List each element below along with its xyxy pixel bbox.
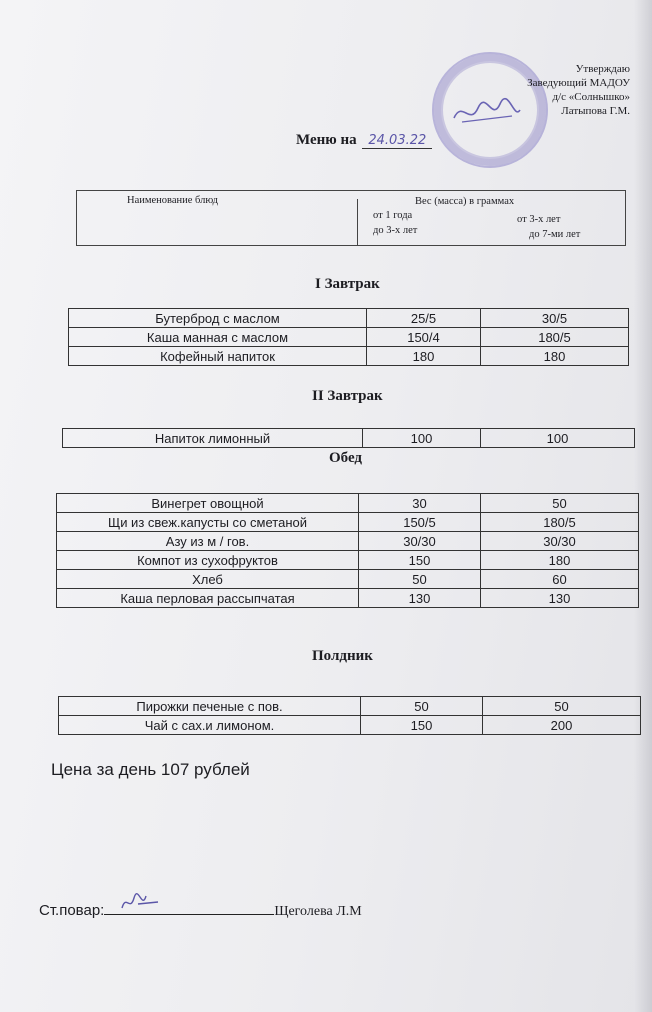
- dish-cell: Чай с сах.и лимоном.: [59, 716, 361, 735]
- weight1-cell: 150/4: [367, 328, 481, 347]
- table-row: [69, 309, 629, 328]
- table-breakfast2: [62, 428, 635, 448]
- daily-price: Цена за день 107 рублей: [51, 760, 250, 779]
- section-title-breakfast2: II Завтрак: [312, 388, 383, 404]
- table-row: [69, 347, 629, 366]
- table-lunch: [56, 493, 639, 608]
- table-snack: [58, 696, 641, 735]
- dish-cell: Азу из м / гов.: [57, 532, 359, 551]
- menu-title-label: Меню на: [296, 132, 357, 148]
- dish-cell: Каша перловая рассыпчатая: [57, 589, 359, 608]
- weight1-cell: 130: [359, 589, 481, 608]
- header-divider: [357, 199, 358, 246]
- dish-cell: Пирожки печеные с пов.: [59, 697, 361, 716]
- approval-line-3: д/с «Солнышко»: [552, 91, 630, 103]
- section-title-snack: Полдник: [312, 648, 373, 664]
- cook-name: Щеголева Л.М: [274, 904, 362, 919]
- header-group1-line2: до 3-х лет: [373, 225, 418, 236]
- dish-cell: Бутерброд с маслом: [69, 309, 367, 328]
- table-row: [57, 532, 639, 551]
- weight2-cell: 180: [481, 551, 639, 570]
- weight1-cell: 150/5: [359, 513, 481, 532]
- weight1-cell: 50: [361, 697, 483, 716]
- weight1-cell: 25/5: [367, 309, 481, 328]
- weight1-cell: 30: [359, 494, 481, 513]
- weight2-cell: 180/5: [481, 328, 629, 347]
- cook-label: Ст.повар:: [39, 902, 105, 919]
- section-title-breakfast1: I Завтрак: [315, 276, 380, 292]
- table-row: [57, 551, 639, 570]
- weight2-cell: 180: [481, 347, 629, 366]
- table-row: [59, 716, 641, 735]
- approval-line-2: Заведующий МАДОУ: [527, 77, 630, 89]
- header-table: [76, 190, 626, 246]
- approval-line-4: Латыпова Г.М.: [561, 105, 630, 117]
- weight2-cell: 100: [481, 429, 635, 448]
- header-group2-line2: до 7-ми лет: [529, 229, 581, 240]
- weight2-cell: 130: [481, 589, 639, 608]
- signature-line: [104, 900, 274, 915]
- dish-cell: Щи из свеж.капусты со сметаной: [57, 513, 359, 532]
- weight2-cell: 50: [481, 494, 639, 513]
- table-row: [57, 570, 639, 589]
- table-row: [63, 429, 635, 448]
- weight2-cell: 200: [483, 716, 641, 735]
- menu-title: [296, 132, 432, 149]
- weight2-cell: 60: [481, 570, 639, 589]
- table-row: [69, 328, 629, 347]
- weight1-cell: 180: [367, 347, 481, 366]
- weight1-cell: 50: [359, 570, 481, 589]
- table-row: [57, 589, 639, 608]
- approval-line-1: Утверждаю: [575, 63, 630, 75]
- approval-block: [470, 62, 630, 118]
- header-group2-line1: от 3-х лет: [517, 214, 561, 225]
- dish-cell: Каша манная с маслом: [69, 328, 367, 347]
- dish-cell: Винегрет овощной: [57, 494, 359, 513]
- weight2-cell: 180/5: [481, 513, 639, 532]
- weight2-cell: 50: [483, 697, 641, 716]
- table-row: [57, 513, 639, 532]
- header-group1-line1: от 1 года: [373, 210, 413, 221]
- table-row: [57, 494, 639, 513]
- cook-signature: [118, 892, 162, 914]
- weight1-cell: 150: [361, 716, 483, 735]
- weight1-cell: 100: [363, 429, 481, 448]
- header-dish-name: Наименование блюд: [127, 195, 219, 206]
- dish-cell: Хлеб: [57, 570, 359, 589]
- weight1-cell: 150: [359, 551, 481, 570]
- weight2-cell: 30/30: [481, 532, 639, 551]
- table-row: [59, 697, 641, 716]
- table-breakfast1: [68, 308, 629, 366]
- dish-cell: Компот из сухофруктов: [57, 551, 359, 570]
- dish-cell: Напиток лимонный: [63, 429, 363, 448]
- section-title-lunch: Обед: [329, 450, 363, 466]
- dish-cell: Кофейный напиток: [69, 347, 367, 366]
- header-weight: Вес (масса) в граммах: [415, 196, 515, 207]
- weight2-cell: 30/5: [481, 309, 629, 328]
- menu-date: 24.03.22: [362, 133, 432, 149]
- weight1-cell: 30/30: [359, 532, 481, 551]
- cook-signature-line: [39, 900, 362, 920]
